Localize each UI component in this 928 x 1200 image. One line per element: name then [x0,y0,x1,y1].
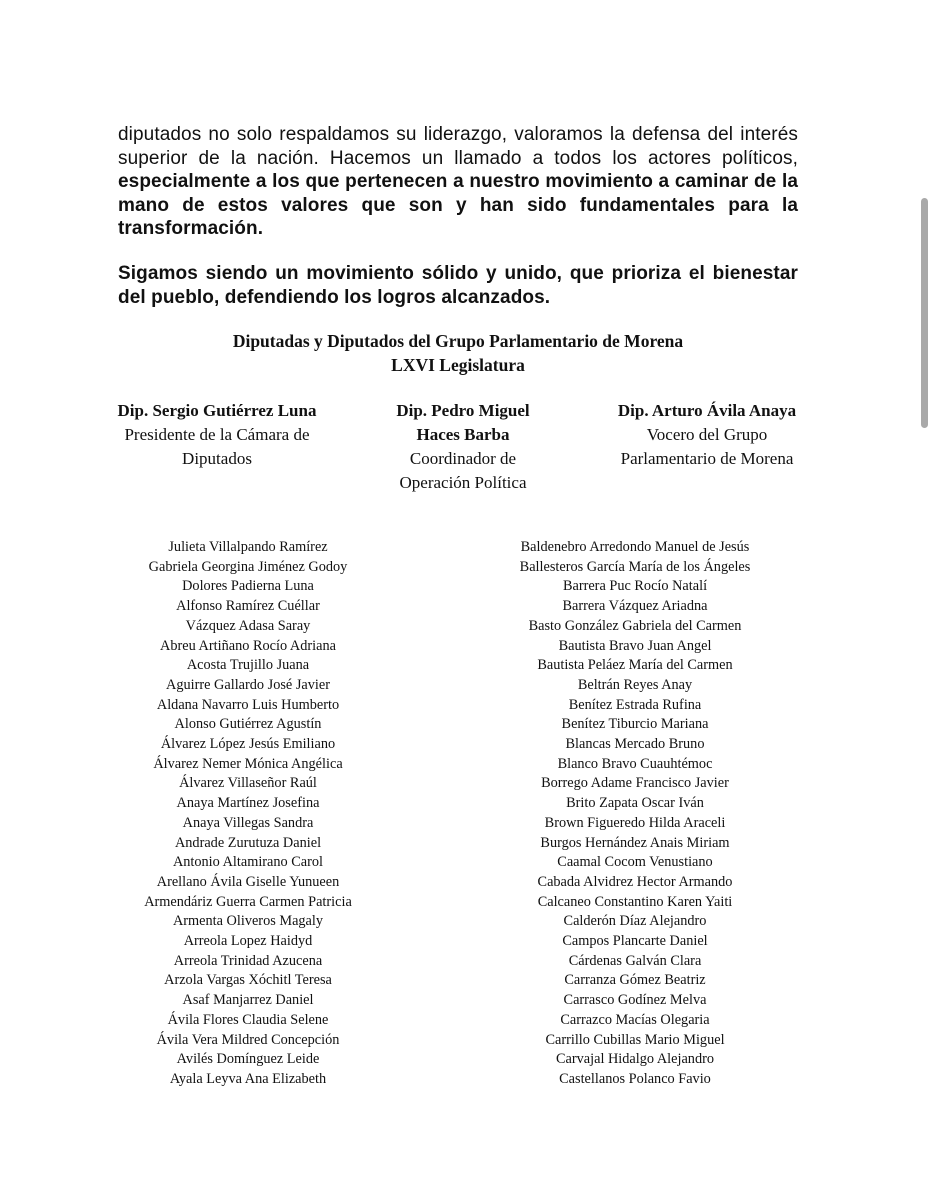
member-name: Brown Figueredo Hilda Araceli [544,814,726,831]
member-name: Carrazco Macías Olegaria [560,1011,710,1028]
member-name: Blanco Bravo Cuauhtémoc [557,755,713,772]
leader-signature-3 [612,399,802,471]
member-name: Ávila Flores Claudia Selene [167,1011,329,1028]
member-name: Avilés Domínguez Leide [176,1051,320,1068]
scrollbar-thumb[interactable] [921,198,928,428]
member-name: Campos Plancarte Daniel [562,933,708,950]
member-name: Aldana Navarro Luis Humberto [156,696,340,713]
closing-paragraph [118,123,798,241]
member-name: Blancas Mercado Bruno [565,736,705,753]
member-name: Carvajal Hidalgo Alejandro [555,1051,714,1068]
call-to-unity-paragraph [118,262,798,309]
members-list-left [117,538,379,1090]
member-name: Dolores Padierna Luna [182,578,314,595]
member-name: Carrasco Godínez Melva [563,992,707,1009]
member-name: Borrego Adame Francisco Javier [541,775,729,792]
member-name: Ávila Vera Mildred Concepción [156,1031,340,1048]
member-name: Brito Zapata Oscar Iván [566,795,704,812]
group-title: Diputadas y Diputados del Grupo Parlamentario de Morena [232,331,684,351]
member-name: Ayala Leyva Ana Elizabeth [169,1070,327,1087]
member-name: Arreola Lopez Haidyd [183,933,313,950]
member-name: Benítez Tiburcio Mariana [561,716,709,733]
member-name: Basto González Gabriela del Carmen [528,617,742,634]
call-to-unity-text: Sigamos siendo un movimiento sólido y unido, que prioriza el bienestar del pueblo, defendiendo los logros alcanzados. [118,263,798,308]
leader-role: Coordinador de Operación Política [399,449,527,492]
member-name: Castellanos Polanco Favio [559,1070,711,1087]
member-name: Carranza Gómez Beatriz [564,972,706,989]
member-name: Asaf Manjarrez Daniel [182,992,314,1009]
member-name: Aguirre Gallardo José Javier [166,676,330,693]
paragraph-plain-text: diputados no solo respaldamos su liderazgo, valoramos la defensa del interés superior de la nación. Hacemos un llamado a todos los actores políticos, [118,124,798,169]
leader-name: Dip. Sergio Gutiérrez Luna [117,401,317,420]
member-name: Arzola Vargas Xóchitl Teresa [164,972,332,989]
member-name: Alonso Gutiérrez Agustín [174,716,322,733]
member-name: Álvarez Villaseñor Raúl [179,775,317,792]
member-name: Calcaneo Constantino Karen Yaiti [537,893,733,910]
member-name: Benítez Estrada Rufina [568,696,702,713]
leader-signature-1 [117,399,317,471]
member-name: Acosta Trujillo Juana [186,657,310,674]
member-name: Baldenebro Arredondo Manuel de Jesús [520,539,750,555]
leader-role: Presidente de la Cámara de Diputados [124,425,310,468]
member-name: Cárdenas Galván Clara [568,952,702,969]
member-name: Armenta Oliveros Magaly [172,913,324,930]
leader-name: Dip. Arturo Ávila Anaya [617,401,797,420]
member-name: Bautista Bravo Juan Angel [558,637,712,654]
member-name: Cabada Alvidrez Hector Armando [537,873,733,890]
legislature-title: LXVI Legislatura [391,355,525,375]
member-name: Vázquez Adasa Saray [185,617,311,634]
member-name: Andrade Zurutuza Daniel [174,834,322,851]
member-name: Álvarez López Jesús Emiliano [160,736,336,753]
member-name: Julieta Villalpando Ramírez [168,539,328,555]
leader-role: Vocero del Grupo Parlamentario de Morena [620,425,794,468]
paragraph-bold-text: especialmente a los que pertenecen a nuestro movimiento a caminar de la mano de estos valores que son y han sido fundamentales para la transformación. [118,171,798,239]
member-name: Beltrán Reyes Anay [577,676,693,693]
member-name: Bautista Peláez María del Carmen [537,657,733,674]
member-name: Abreu Artiñano Rocío Adriana [160,637,336,654]
member-name: Ballesteros García María de los Ángeles [519,558,751,575]
member-name: Antonio Altamirano Carol [172,854,324,871]
member-name: Armendáriz Guerra Carmen Patricia [144,893,352,910]
member-name: Anaya Villegas Sandra [182,814,314,831]
member-name: Arellano Ávila Giselle Yunueen [156,873,340,890]
member-name: Carrillo Cubillas Mario Miguel [545,1031,725,1048]
member-name: Caamal Cocom Venustiano [557,854,713,871]
leader-signature-2 [373,399,553,495]
member-name: Calderón Díaz Alejandro [563,913,707,930]
member-name: Barrera Puc Rocío Natalí [562,578,708,595]
member-name: Alfonso Ramírez Cuéllar [176,598,320,615]
member-name: Álvarez Nemer Mónica Angélica [153,755,343,772]
leader-name: Dip. Pedro Miguel Haces Barba [396,401,530,444]
member-name: Burgos Hernández Anais Miriam [540,834,730,851]
member-name: Gabriela Georgina Jiménez Godoy [148,558,348,575]
member-name: Arreola Trinidad Azucena [173,952,323,969]
members-list-right [494,538,776,1090]
member-name: Anaya Martínez Josefina [176,795,320,812]
member-name: Barrera Vázquez Ariadna [562,598,708,615]
